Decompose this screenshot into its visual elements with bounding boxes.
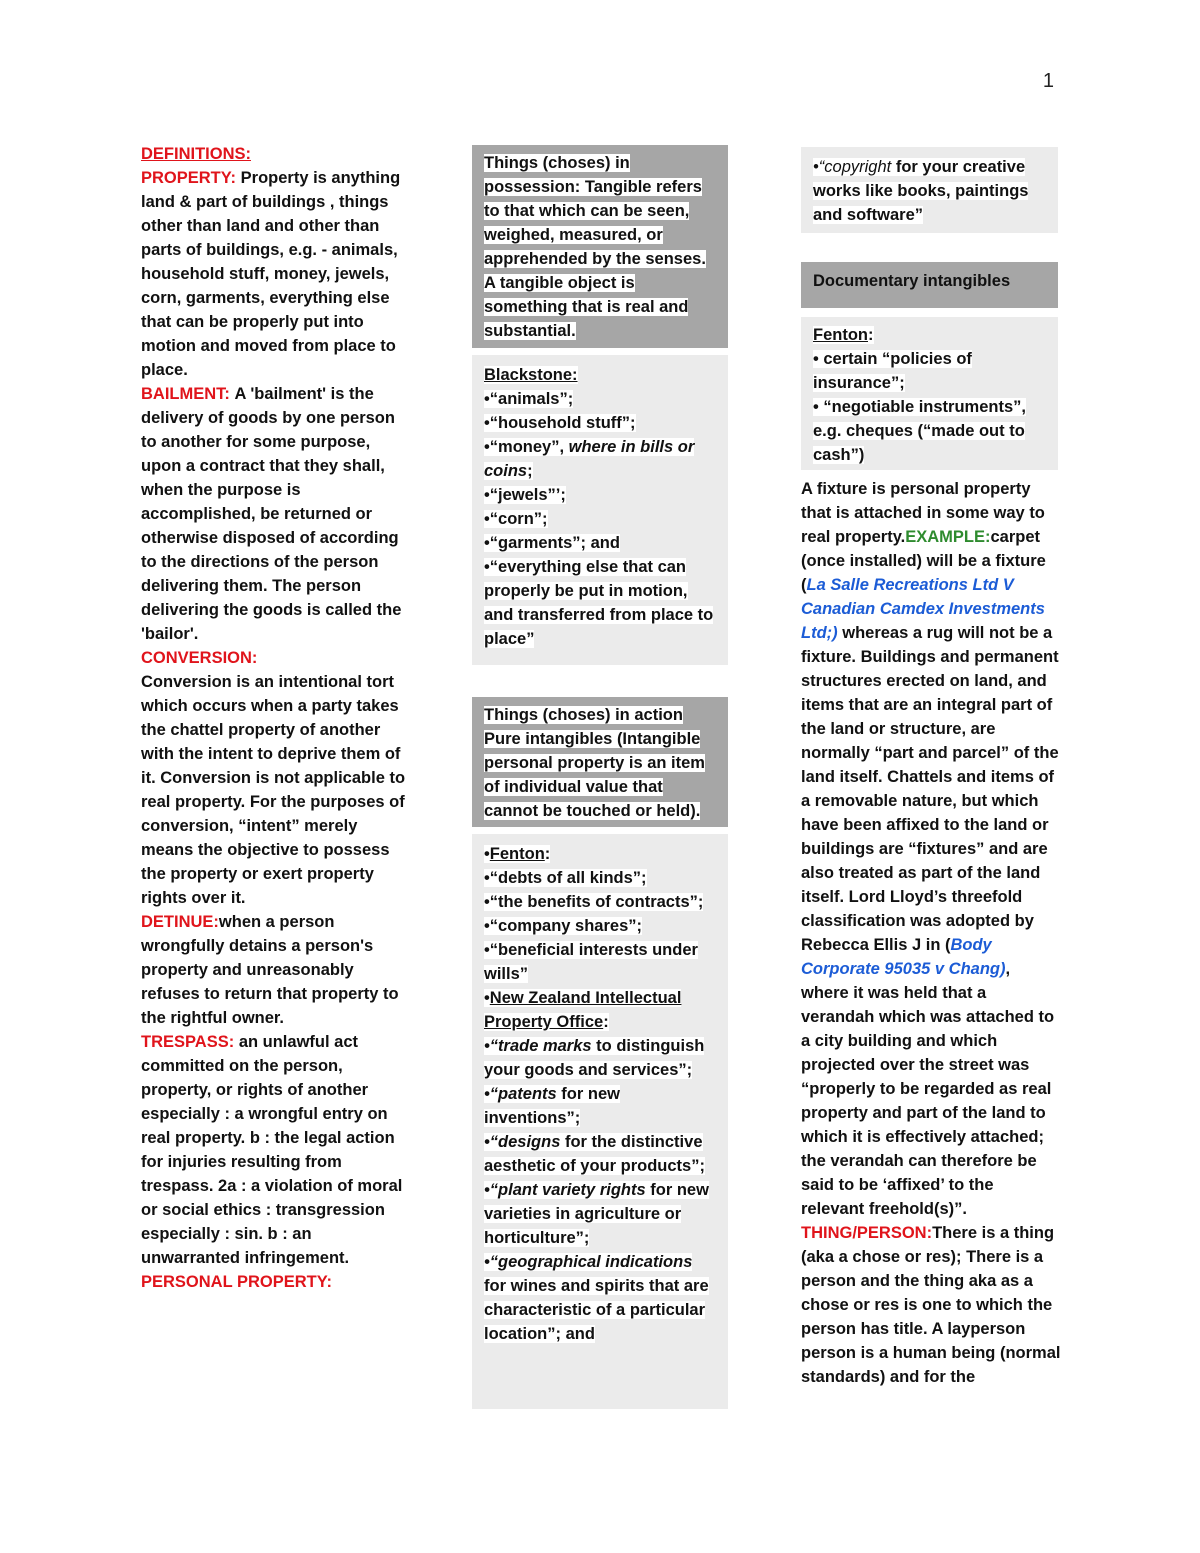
detinue-label: DETINUE:	[141, 913, 219, 931]
tangible-box	[472, 145, 728, 348]
thing-person-label: THING/PERSON:	[801, 1224, 933, 1242]
personal-property-label: PERSONAL PROPERTY:	[141, 1273, 332, 1291]
blackstone-heading: Blackstone:	[484, 366, 578, 384]
blackstone-box	[472, 355, 728, 665]
fixture-text-4: , where it was held that a verandah which was attached to a city building and which projected over the street was “properly to be regarded as real property and part of the land to which it is effectively attached; the verandah can therefore be said to be ‘affixed’ to the relevant freehold(s)”.	[801, 960, 1055, 1218]
fenton-heading: Fenton	[813, 326, 868, 344]
documentary-heading: Documentary intangibles	[813, 272, 1011, 290]
case-la-salle: La Salle Recreations Ltd V Canadian Camdex Investments Ltd;)	[801, 576, 1045, 642]
intangible-box	[472, 697, 728, 827]
fixture-paragraph	[801, 477, 1061, 1389]
fenton-item: • certain “policies of insurance”;	[813, 350, 972, 392]
documentary-heading-box	[801, 262, 1058, 308]
ip-item: •“patents for new inventions”;	[484, 1085, 620, 1127]
fenton-item: •“the benefits of contracts”;	[484, 893, 704, 911]
bailment-text: A 'bailment' is the delivery of goods by one person to another for some purpose, upon a contract that they shall, when the purpose is accomplished, be returned or otherwise disposed of according to the directions of the person delivering them. The person delivering the goods is called the 'bailor'.	[141, 385, 402, 643]
copyright-item: •“copyright for your creative works like books, paintings and software”	[813, 158, 1029, 224]
detinue-definition	[141, 910, 409, 1030]
blackstone-item: •“jewels”’;	[484, 486, 566, 504]
blackstone-item: •“household stuff”;	[484, 414, 636, 432]
conversion-label: CONVERSION:	[141, 649, 258, 667]
conversion-text: Conversion is an intentional tort which occurs when a party takes the chattel property of another with the intent to deprive them of it. Conversion is not applicable to real property. For the purposes of conversion, “intent” merely means the objective to possess the property or exert property rights over it.	[141, 673, 406, 907]
bailment-label: BAILMENT:	[141, 385, 230, 403]
property-label: PROPERTY:	[141, 169, 237, 187]
blackstone-item: •“money”, where in bills or coins;	[484, 438, 695, 480]
fenton-heading: Fenton	[489, 845, 545, 863]
definitions-heading: DEFINITIONS:	[141, 145, 251, 163]
fenton-item: •“debts of all kinds”;	[484, 869, 647, 887]
example-label: EXAMPLE:	[905, 528, 991, 546]
trespass-text: an unlawful act committed on the person, property, or rights of another especially : a wrongful entry on real property. b : the legal action for injuries resulting from trespass. 2a : a violation of moral or social ethics : transgression especially : sin. b : an unwarranted infringement.	[141, 1033, 403, 1267]
trespass-label: TRESPASS:	[141, 1033, 235, 1051]
fixture-text-1: A fixture is personal property that is attached in some way to real property.	[801, 480, 1045, 546]
fenton-item: • “negotiable instruments”, e.g. cheques (“made out to cash”)	[813, 398, 1026, 464]
fenton-item: •“beneficial interests under wills”	[484, 941, 698, 983]
case-body-corporate: Body Corporate 95035 v Chang)	[801, 936, 1006, 978]
fenton-ip-box: •Fenton: •“debts of all kinds”; •“the benefits of contracts”; •“company shares”; •“beneficial interests under wills” •New Zealand Intellectual Property Office: •“trade marks to distinguish your goods and services”; •“patents for new inventions”; •“designs for the distinctive aesthetic of your products”; •“plant variety rights for new varieties in agriculture or horticulture”; •“geographical indications for wines and spirits that are characteristic of a particular location”; and	[472, 834, 728, 1409]
page-number: 1	[1042, 70, 1054, 92]
detinue-text: when a person wrongfully detains a person's property and unreasonably refuses to return that property to the rightful owner.	[141, 913, 399, 1027]
trespass-definition	[141, 1030, 409, 1270]
ip-item: •“geographical indications for wines and spirits that are characteristic of a particular location”; and	[484, 1253, 709, 1343]
tangible-box-text: Things (choses) in possession: Tangible refers to that which can be seen, weighed, measured, or apprehended by the senses. A tangible object is something that is real and substantial.	[484, 154, 706, 340]
blackstone-item: •“corn”;	[484, 510, 548, 528]
documentary-fenton-box: Fenton: • certain “policies of insurance”; • “negotiable instruments”, e.g. cheques (“made out to cash”)	[801, 317, 1058, 470]
thing-person-text: There is a thing (aka a chose or res); There is a person and the thing aka as a chose or res is one to which the person has title. A layperson person is a human being (normal standards) and for the	[801, 1224, 1061, 1386]
fixture-text-2: carpet (once installed) will be a fixture (	[801, 528, 1046, 594]
property-definition	[141, 166, 409, 382]
ip-item: •“designs for the distinctive aesthetic of your products”;	[484, 1133, 705, 1175]
blackstone-item: •“garments”; and	[484, 534, 620, 552]
ip-item: •“trade marks to distinguish your goods and services”;	[484, 1037, 705, 1079]
copyright-box	[801, 147, 1058, 233]
blackstone-item: •“everything else that can properly be put in motion, and transferred from place to place”	[484, 558, 714, 648]
bailment-definition	[141, 382, 409, 646]
definitions-column	[141, 142, 409, 1294]
nzipo-heading: New Zealand Intellectual Property Office	[484, 989, 682, 1031]
fenton-item: •“company shares”;	[484, 917, 642, 935]
intangible-box-text: Things (choses) in action Pure intangibles (Intangible personal property is an item of individual value that cannot be touched or held).	[484, 706, 705, 820]
ip-item: •“plant variety rights for new varieties in agriculture or horticulture”;	[484, 1181, 709, 1247]
property-text: Property is anything land & part of buildings , things other than land and other than parts of buildings, e.g. - animals, household stuff, money, jewels, corn, garments, everything else that can be properly put into motion and moved from place to place.	[141, 169, 401, 379]
fixture-text-3: whereas a rug will not be a fixture. Buildings and permanent structures erected on land, and items that are an integral part of the land or structure, are normally “part and parcel” of the land itself. Chattels and items of a removable nature, but which have been affixed to the land or buildings are “fixtures” and are also treated as part of the land itself. Lord Lloyd’s threefold classification was adopted by Rebecca Ellis J in (	[801, 624, 1059, 954]
blackstone-item: •“animals”;	[484, 390, 574, 408]
